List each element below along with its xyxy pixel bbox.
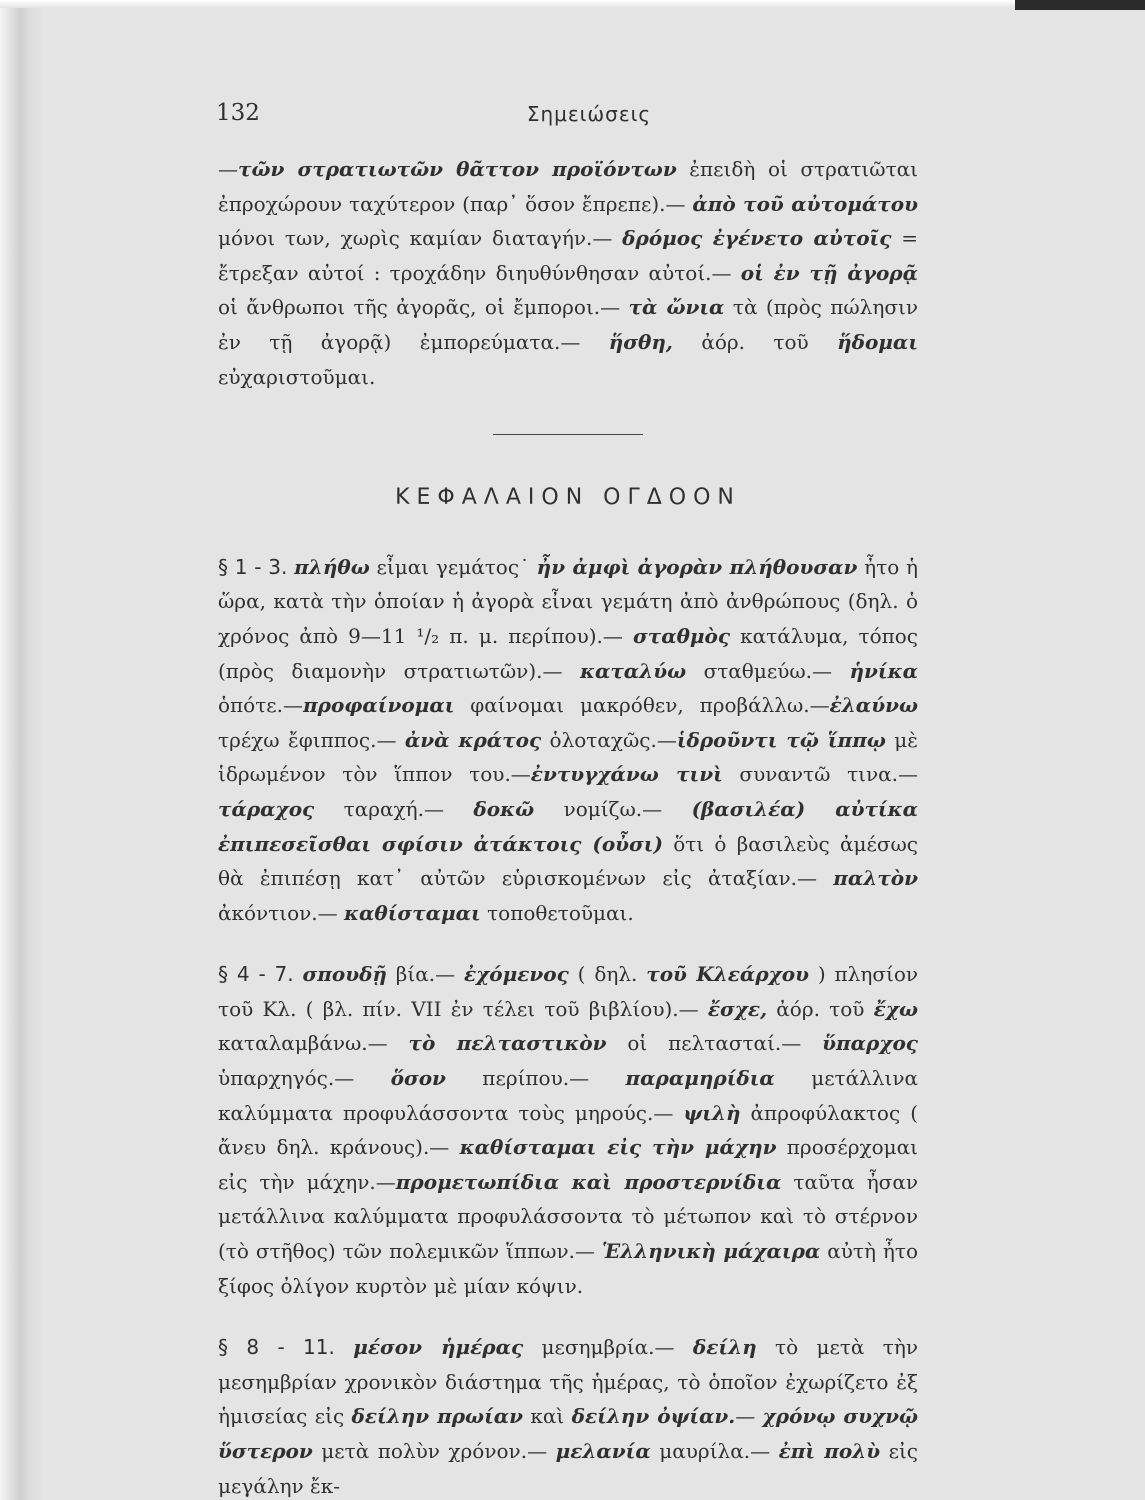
section-rule: [493, 434, 643, 435]
notes-paragraph-1: [218, 152, 918, 394]
term: χρόνῳ συχνῷ ὕστερον: [218, 1404, 919, 1463]
gloss-text: τοποθετοῦμαι.: [480, 900, 634, 925]
term: δείλην ὀψίαν.: [571, 1404, 736, 1429]
gloss-text: ἀπροφύλακτος ( ἄνευ δηλ. κράνους).—: [218, 1100, 918, 1160]
gloss-text: εὐχαριστοῦμαι.: [218, 364, 376, 389]
gloss-text: βία.—: [386, 962, 464, 987]
gloss-text: μὲ ἱδρωμένον τὸν ἵππον του.—: [218, 727, 919, 787]
term: ψιλὴ: [683, 1100, 741, 1125]
gloss-text: μετὰ πολὺν χρόνον.—: [312, 1439, 556, 1463]
term: ἦν ἀμφὶ ἀγορὰν πλήθουσαν: [536, 554, 858, 579]
gloss-text: ἀόρ. τοῦ: [672, 329, 838, 354]
term: τὸ πελταστικὸν: [408, 1031, 607, 1056]
notes-paragraph-3: [218, 957, 918, 1303]
term: ἐντυγχάνω τινὶ: [530, 762, 723, 787]
gloss-text: ἦτο ἡ ὥρα, κατὰ τὴν ὁποίαν ἡ ἀγορὰ εἶναι γεμάτη ἀπὸ ἀνθρώπους (δηλ. ὁ χρόνος ἀπὸ 9—11 ¹/₂ π. μ. περίπου).—: [218, 554, 919, 648]
term: τὰ ὤνια: [628, 295, 725, 320]
term: τάραχος: [218, 796, 315, 821]
term: παλτὸν: [833, 866, 918, 891]
gloss-text: μαυρίλα.—: [650, 1439, 779, 1463]
term: Ἑλληνικὴ μάχαιρα: [601, 1239, 821, 1264]
term: πλήθω: [294, 554, 370, 579]
chapter-title: ΚΕΦΑΛΑΙΟΝ ΟΓΔΟΟΝ: [395, 485, 741, 511]
term: δείλην πρωίαν: [351, 1404, 524, 1429]
gloss-text: οἱ πελτασταί.—: [606, 1031, 823, 1056]
term: προφαίνομαι: [303, 693, 455, 718]
paragraph-gap: [218, 930, 918, 957]
gloss-text: περίπου.—: [445, 1066, 626, 1091]
gloss-text: = ἔτρεξαν αὐτοί : τροχάδην διηυθύνθησαν αὐτοί.—: [218, 226, 918, 285]
term: ἱδροῦντι τῷ ἵππῳ: [676, 727, 886, 752]
gloss-text: ὁπότε.—: [218, 693, 304, 718]
term: ἔσχε,: [707, 996, 768, 1021]
gloss-text: καταλαμβάνω.—: [218, 1031, 409, 1056]
term: δοκῶ: [473, 796, 535, 821]
gloss-text: εἰς μεγάλην ἔκ-: [218, 1439, 919, 1498]
running-head: [216, 100, 922, 134]
gloss-text: μόνοι των, χωρὶς καμίαν διαταγήν.—: [218, 226, 623, 251]
term: ἡνίκα: [849, 658, 918, 683]
term: τοῦ Κλεάρχου: [646, 962, 809, 987]
gloss-text: ἀκόντιον.—: [218, 900, 345, 925]
header-title: Σημειώσεις: [526, 102, 652, 126]
gloss-text: μετάλλινα καλύμματα προφυλάσσοντα τοὺς μηρούς.—: [218, 1066, 918, 1125]
gloss-text: προσέρχομαι εἰς τὴν μάχην.—: [218, 1135, 919, 1194]
gloss-text: φαίνομαι μακρόθεν, προβάλλω.—: [454, 693, 830, 718]
gloss-text: τὰ (πρὸς πώλησιν ἐν τῇ ἀγορᾷ) ἐμπορεύματα.—: [218, 295, 918, 354]
page-top-edge: [0, 0, 1145, 8]
term: ἔχω: [873, 996, 919, 1021]
term: ὅσον: [390, 1066, 446, 1091]
term: σπουδῇ: [302, 962, 387, 987]
gloss-text: νομίζω.—: [534, 796, 692, 821]
gloss-text: ἀόρ. τοῦ: [767, 996, 874, 1021]
gloss-text: εἶμαι γεμάτος˙: [369, 554, 537, 579]
term: καταλύω: [579, 658, 687, 683]
gloss-text: οἱ ἄνθρωποι τῆς ἀγορᾶς, οἱ ἔμποροι.—: [218, 295, 629, 320]
gloss-text: ( δηλ.: [568, 962, 647, 987]
gloss-text: ὅτι ὁ βασιλεὺς ἀμέσως θὰ ἐπιπέσῃ κατ᾽ αὐτῶν εὑρισκομένων εἰς ἀταξίαν.—: [218, 831, 918, 891]
gloss-text: ταραχή.—: [314, 796, 474, 821]
term: ἐπὶ πολὺ: [778, 1439, 881, 1463]
page-number: 132: [216, 100, 260, 126]
gloss-text: τρέχω ἔφιππος.—: [218, 727, 405, 752]
paragraph-gap: [218, 1303, 918, 1330]
gloss-text: —: [218, 157, 238, 181]
gloss-text: ταῦτα ἦσαν μετάλλινα καλύμματα προφυλάσσοντα τὸ μέτωπον καὶ τὸ στέρνον (τὸ στῆθος) τῶν πολεμικῶν ἵππων.—: [218, 1169, 918, 1264]
term: καθίσταμαι εἰς τὴν μάχην: [459, 1135, 777, 1160]
term: σταθμὸς: [632, 623, 731, 648]
term: (βασιλέα) αὐτίκα ἐπιπεσεῖσθαι σφίσιν ἀτάκτοις (οὖσι): [218, 796, 918, 856]
gloss-text: ὑπαρχηγός.—: [218, 1066, 391, 1091]
term: δείλη: [692, 1335, 757, 1360]
gloss-text: κατάλυμα, τόπος (πρὸς διαμονὴν στρατιωτῶν).—: [218, 623, 918, 683]
gloss-text: ὁλοταχῶς.—: [541, 727, 677, 752]
term: μελανία: [555, 1439, 651, 1463]
page-body: [218, 152, 918, 1500]
gloss-text: συναντῶ τινα.—: [722, 762, 918, 787]
section-number: § 4 - 7.: [218, 962, 303, 987]
term: τῶν στρατιωτῶν θᾶττον προϊόντων: [238, 157, 677, 181]
term: μέσον ἡμέρας: [353, 1335, 524, 1360]
notes-paragraph-4: [218, 1330, 918, 1500]
notes-paragraph-2: [218, 550, 918, 931]
gloss-text: μεσημβρία.—: [523, 1335, 693, 1360]
term: ὕπαρχος: [822, 1031, 918, 1056]
gloss-text: ) πλησίον τοῦ Κλ. ( βλ. πίν. VII ἐν τέλει τοῦ βιβλίου).—: [218, 962, 919, 1021]
section-number: § 8 - 11.: [218, 1335, 354, 1360]
gloss-text: ἐπειδὴ οἱ στρατιῶται ἐπροχώρουν ταχύτερον (παρ᾽ ὅσον ἔπρεπε).—: [218, 157, 918, 216]
gloss-text: σταθμεύω.—: [686, 658, 850, 683]
term: ἥδομαι: [837, 329, 918, 354]
term: καθίσταμαι: [344, 900, 481, 925]
term: οἱ ἐν τῇ ἀγορᾷ: [740, 260, 918, 285]
gloss-text: τὸ μετὰ τὴν μεσημβρίαν χρονικὸν διάστημα τῆς ἡμέρας, τὸ ὁποῖον ἐχωρίζετο ἐξ ἡμισείας εἰς: [218, 1335, 918, 1429]
term: ἐλαύνω: [829, 693, 918, 718]
term: ἀνὰ κράτος: [404, 727, 542, 752]
term: ἀπὸ τοῦ αὐτομάτου: [692, 191, 918, 216]
term: ἐχόμενος: [463, 962, 569, 987]
term: ἥσθη,: [608, 329, 673, 354]
gloss-text: καὶ: [523, 1404, 572, 1429]
term: προμετωπίδια καὶ προστερνίδια: [395, 1169, 782, 1194]
scan-corner-mark: [1015, 0, 1145, 10]
term: δρόμος ἐγένετο αὐτοῖς: [622, 226, 892, 251]
section-number: § 1 - 3.: [218, 554, 295, 579]
gloss-text: —: [735, 1404, 763, 1429]
term: παραμηρίδια: [625, 1066, 775, 1091]
page-binding-edge: [0, 0, 44, 1500]
gloss-text: αὐτὴ ἦτο ξίφος ὀλίγον κυρτὸν μὲ μίαν κόψιν.: [218, 1239, 918, 1298]
